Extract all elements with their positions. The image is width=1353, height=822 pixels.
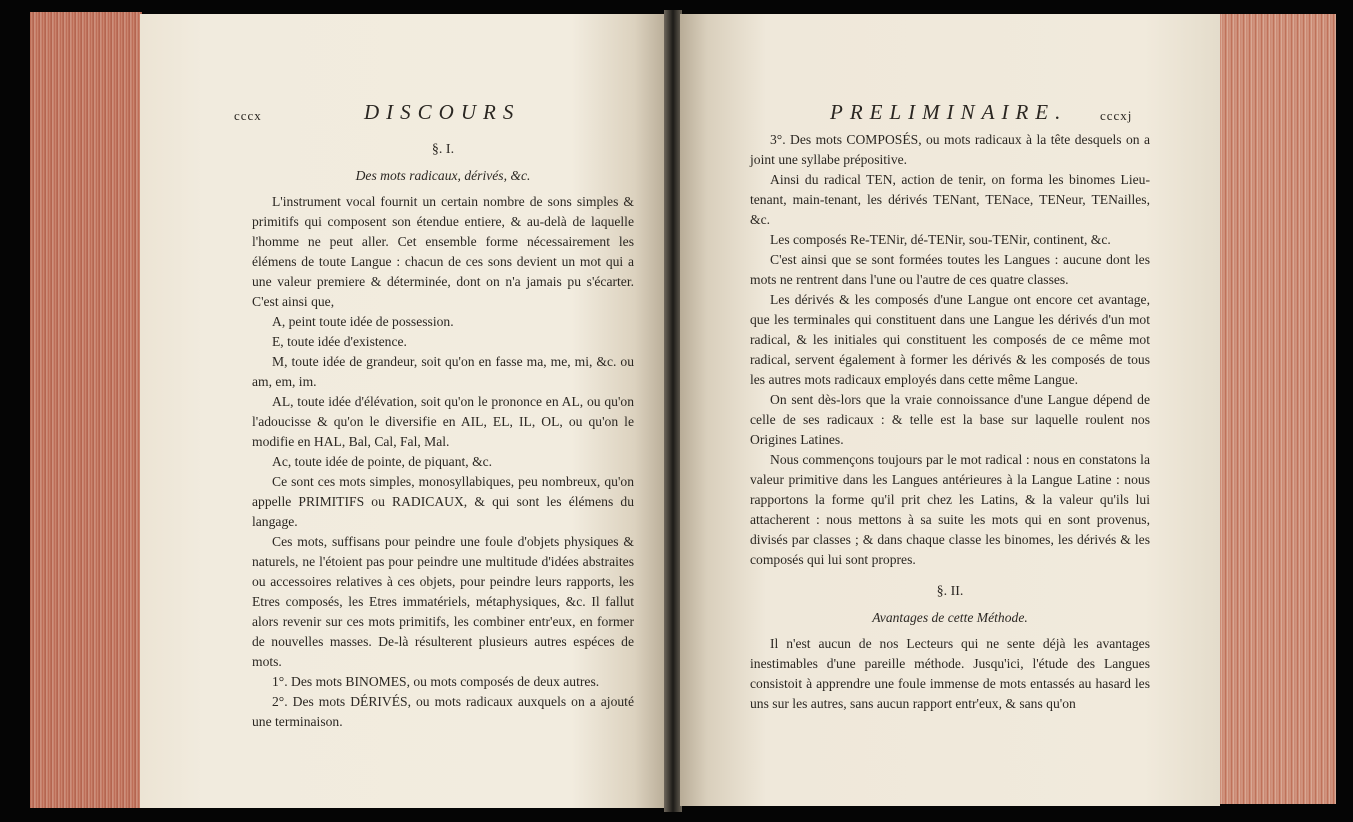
left-page-edges (30, 12, 142, 808)
left-page-number: cccx (234, 108, 262, 123)
left-running-title: DISCOURS (364, 100, 521, 124)
section-subtitle: Des mots radicaux, dérivés, &c. (355, 168, 531, 183)
paragraph: Les dérivés & les composés d'une Langue ont encore cet avantage, que les terminales qui constituent dans une Langue les dérivés d'un mot radical, & les initiales qui constituent les composés de ce même mot radical, servent également à former les dérivés & les composés de tous les autres mots radicaux employés dans cette même Langue. (750, 292, 1150, 387)
paragraph: C'est ainsi que se sont formées toutes les Langues : aucune dont les mots ne rentrent dans l'une ou l'autre de ces quatre classes. (750, 252, 1150, 287)
left-text-block (252, 138, 634, 732)
right-page-number: cccxj (1100, 108, 1133, 123)
right-page (680, 14, 1220, 806)
paragraph: A, peint toute idée de possession. (272, 314, 454, 329)
paragraph: L'instrument vocal fournit un certain nombre de sons simples & primitifs qui composent son étendue entiere, & au-delà de laquelle l'homme ne peut aller. Cet ensemble forme nécessairement les élémens de toute Langue : chacun de ces sons devient un mot qui a une valeur premiere & déterminée, dont on n'a jamais pu s'écarter. C'est ainsi que, (252, 194, 634, 309)
paragraph: Ces mots, suffisans pour peindre une foule d'objets physiques & naturels, ne l'étoient pas pour peindre une multitude d'idées abstraites ou accessoires relatives à ces objets, pour peindre leurs rapports, les Etres composés, les Etres immatériels, métaphysiques, &c. Il fallut alors revenir sur ces mots primitifs, les combiner entr'eux, en former de nouvelles masses. De-là résulterent plusieurs autres espéces de mots. (252, 534, 634, 669)
right-text-block (750, 130, 1150, 714)
paragraph: 3°. Des mots COMPOSÉS, ou mots radicaux à la tête desquels on a joint une syllabe prépositive. (750, 132, 1150, 167)
section-heading: §. II. (936, 584, 964, 599)
paragraph: AL, toute idée d'élévation, soit qu'on le prononce en AL, ou qu'on l'adoucisse & qu'on le diversifie en AIL, EL, IL, OL, ou qu'on le modifie en HAL, Bal, Cal, Fal, Mal. (252, 394, 634, 449)
right-running-title: PRELIMINAIRE. (830, 100, 1068, 124)
paragraph: E, toute idée d'existence. (272, 334, 407, 349)
right-page-edges (1218, 14, 1336, 804)
paragraph: Les composés Re-TENir, dé-TENir, sou-TENir, continent, &c. (770, 232, 1111, 247)
paragraph: On sent dès-lors que la vraie connoissance d'une Langue dépend de celle de ses radicaux : & telle est la base sur laquelle roulent nos Origines Latines. (750, 392, 1150, 447)
section-heading: §. I. (431, 142, 455, 157)
paragraph: Nous commençons toujours par le mot radical : nous en constatons la valeur primitive dans les Langues antérieures à la Langue Latine : nous rapportons la forme qu'il prit chez les Latins, & la valeur qu'ils lui attacherent : nous mettons à sa suite les mots qui en sont provenus, divisés par classes ; & dans chaque classe les binomes, les dérivés & les composés qui lui sont propres. (750, 452, 1150, 567)
right-running-head (680, 100, 1220, 130)
paragraph: Ce sont ces mots simples, monosyllabiques, peu nombreux, qu'on appelle PRIMITIFS ou RADICAUX, & qui sont les élémens du langage. (252, 474, 634, 529)
paragraph: M, toute idée de grandeur, soit qu'on en fasse ma, me, mi, &c. ou am, em, im. (252, 354, 634, 389)
paragraph: 1°. Des mots BINOMES, ou mots composés de deux autres. (272, 674, 600, 689)
paragraph: 2°. Des mots DÉRIVÉS, ou mots radicaux auxquels on a ajouté une terminaison. (252, 694, 634, 729)
paragraph: Il n'est aucun de nos Lecteurs qui ne sente déjà les avantages inestimables d'une pareille méthode. Jusqu'ici, l'étude des Langues consistoit à apprendre une foule immense de mots entassés au hasard les uns sur les autres, sans aucun rapport entr'eux, & sans qu'on (750, 636, 1150, 711)
paragraph: Ac, toute idée de pointe, de piquant, &c. (272, 454, 493, 469)
left-page (140, 14, 666, 808)
section-subtitle: Avantages de cette Méthode. (872, 610, 1028, 625)
left-running-head (140, 100, 666, 130)
paragraph: Ainsi du radical TEN, action de tenir, on forma les binomes Lieu-tenant, main-tenant, les dérivés TENant, TENace, TENeur, TENailles, &c. (750, 172, 1150, 227)
